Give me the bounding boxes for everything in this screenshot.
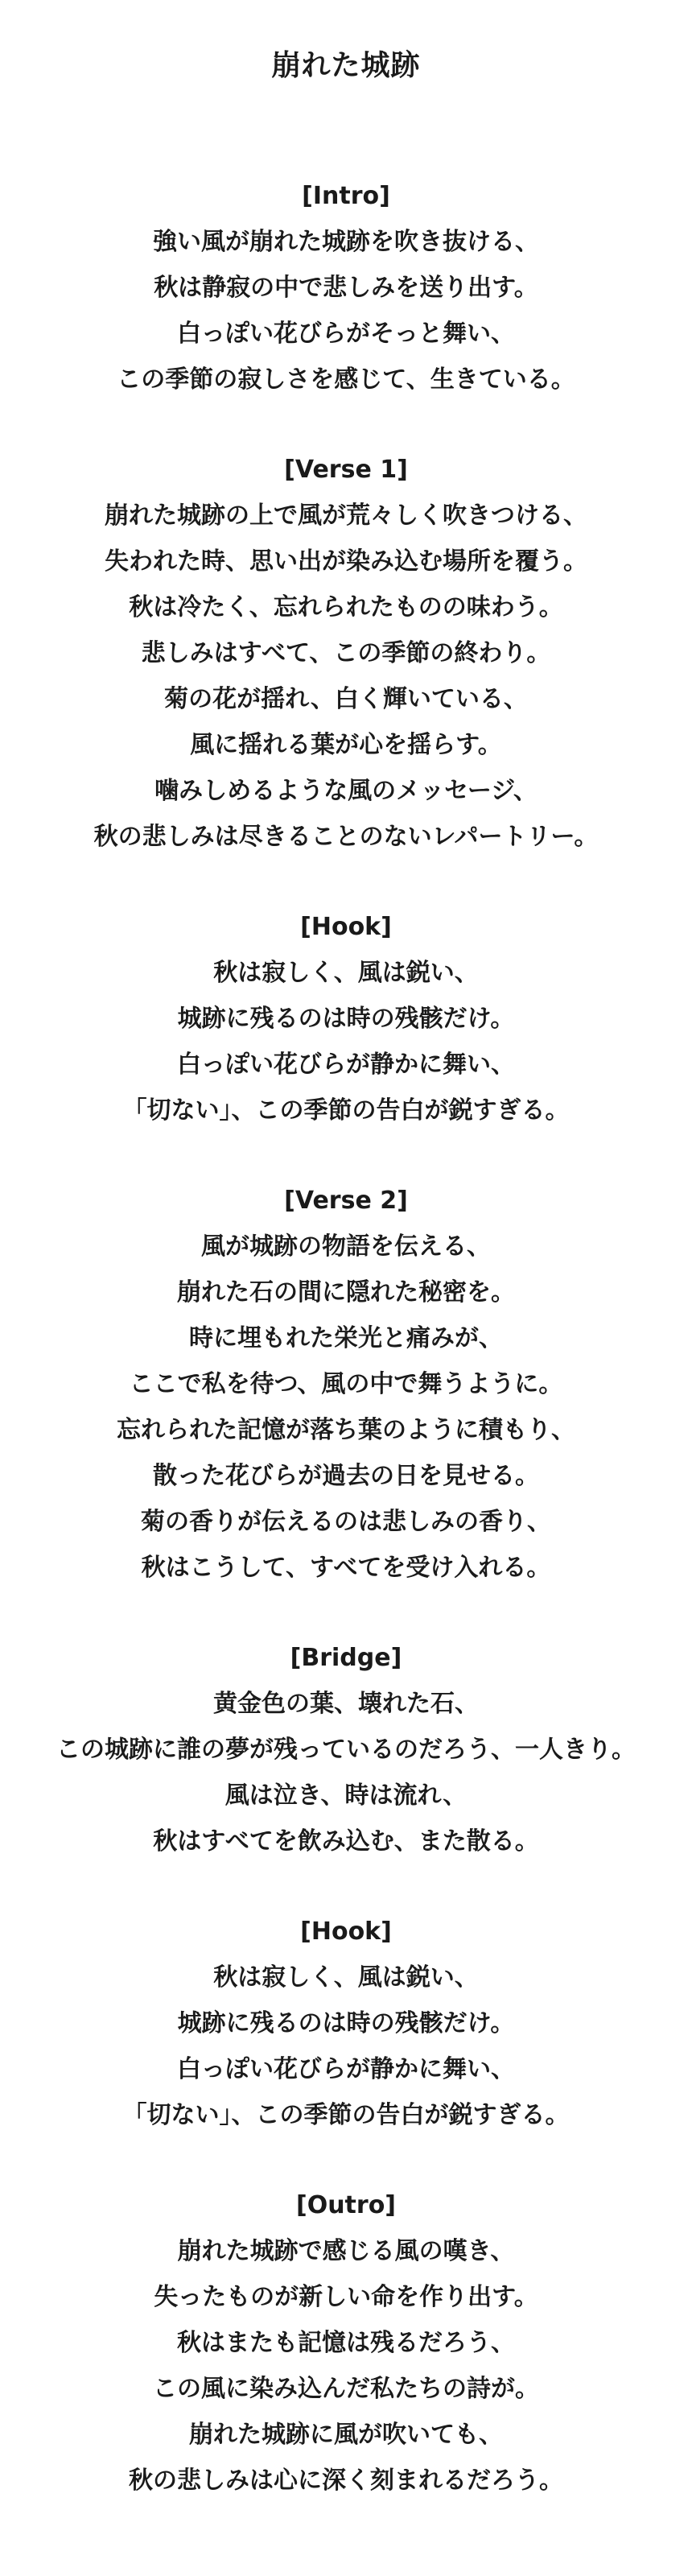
lyric-line: 白っぽい花びらがそっと舞い、 [177, 320, 515, 348]
lyrics-section [0, 448, 692, 860]
lyric-line: 秋は寂しく、風は鋭い、 [213, 1963, 479, 1992]
lyric-line: 秋はこうして、すべてを受け入れる。 [141, 1554, 551, 1582]
lyric-line: 秋はすべてを飲み込む、また散る。 [153, 1827, 539, 1856]
lyric-line: 秋の悲しみは心に深く刻まれるだろう。 [129, 2467, 563, 2495]
lyric-line: 風に揺れる葉が心を揺らす。 [190, 731, 502, 759]
lyric-line: 秋の悲しみは尽きることのないレパートリー。 [93, 823, 599, 851]
lyric-line: 崩れた石の間に隠れた秘密を。 [177, 1278, 515, 1307]
lyrics-section [0, 1636, 692, 1864]
lyric-line: 「切ない」、この季節の告白が鋭すぎる。 [122, 2101, 570, 2129]
lyric-line: 時に埋もれた栄光と痛みが、 [189, 1324, 503, 1352]
section-label: [Verse 2] [284, 1187, 408, 1215]
lyric-line: 崩れた城跡で感じる風の嘆き、 [177, 2237, 515, 2265]
lyric-line: 風が城跡の物語を伝える、 [201, 1232, 491, 1261]
lyric-line: 秋は寂しく、風は鋭い、 [213, 959, 479, 987]
section-label: [Outro] [295, 2191, 397, 2219]
lyric-line: 白っぽい花びらが静かに舞い、 [177, 2055, 515, 2083]
lyric-line: この季節の寂しさを感じて、生きている。 [117, 365, 575, 394]
lyric-line: 強い風が崩れた城跡を吹き抜ける、 [153, 228, 539, 256]
lyric-line: 菊の花が揺れ、白く輝いている、 [164, 685, 528, 713]
lyric-line: 黄金色の葉、壊れた石、 [213, 1690, 479, 1718]
lyric-line: ここで私を待つ、風の中で舞うように。 [129, 1370, 563, 1398]
lyric-line: 城跡に残るのは時の残骸だけ。 [177, 1005, 515, 1033]
section-label: [Intro] [302, 182, 390, 210]
lyric-line: 忘れられた記憶が落ち葉のように積もり、 [117, 1416, 575, 1444]
lyric-line: 失われた時、思い出が染み込む場所を覆う。 [105, 547, 587, 576]
lyrics-section [0, 1179, 692, 1591]
section-label: [Bridge] [290, 1644, 402, 1672]
lyric-line: 菊の香りが伝えるのは悲しみの香り、 [141, 1508, 551, 1536]
lyric-line: 「切ない」、この季節の告白が鋭すぎる。 [122, 1096, 570, 1125]
section-label: [Hook] [300, 1918, 392, 1946]
lyric-line: この城跡に誰の夢が残っているのだろう、一人きり。 [56, 1736, 636, 1764]
lyric-line: 秋はまたも記憶は残るだろう、 [177, 2329, 515, 2357]
lyric-line: この風に染み込んだ私たちの詩が。 [153, 2375, 539, 2403]
lyric-line: 崩れた城跡の上で風が荒々しく吹きつける、 [105, 502, 587, 530]
section-label: [Hook] [300, 913, 392, 941]
lyric-line: 散った花びらが過去の日を見せる。 [153, 1462, 539, 1490]
section-label: [Verse 1] [284, 456, 408, 484]
lyric-line: 秋は冷たく、忘れられたものの味わう。 [129, 593, 563, 621]
lyric-line: 風は泣き、時は流れ、 [224, 1781, 468, 1810]
lyric-line: 城跡に残るのは時の残骸だけ。 [177, 2009, 515, 2037]
lyric-line: 噛みしめるような風のメッセージ、 [154, 777, 538, 805]
lyrics-body [0, 174, 692, 2504]
lyrics-section [0, 905, 692, 1133]
lyrics-section [0, 174, 692, 402]
song-title: 崩れた城跡 [271, 49, 421, 82]
lyric-line: 失ったものが新しい命を作り出す。 [154, 2283, 538, 2311]
lyric-line: 悲しみはすべて、この季節の終わり。 [141, 639, 551, 667]
lyric-line: 白っぽい花びらが静かに舞い、 [177, 1051, 515, 1079]
lyrics-section [0, 2183, 692, 2504]
lyrics-section [0, 1909, 692, 2138]
lyric-line: 崩れた城跡に風が吹いても、 [189, 2421, 503, 2449]
lyric-line: 秋は静寂の中で悲しみを送り出す。 [154, 274, 538, 302]
